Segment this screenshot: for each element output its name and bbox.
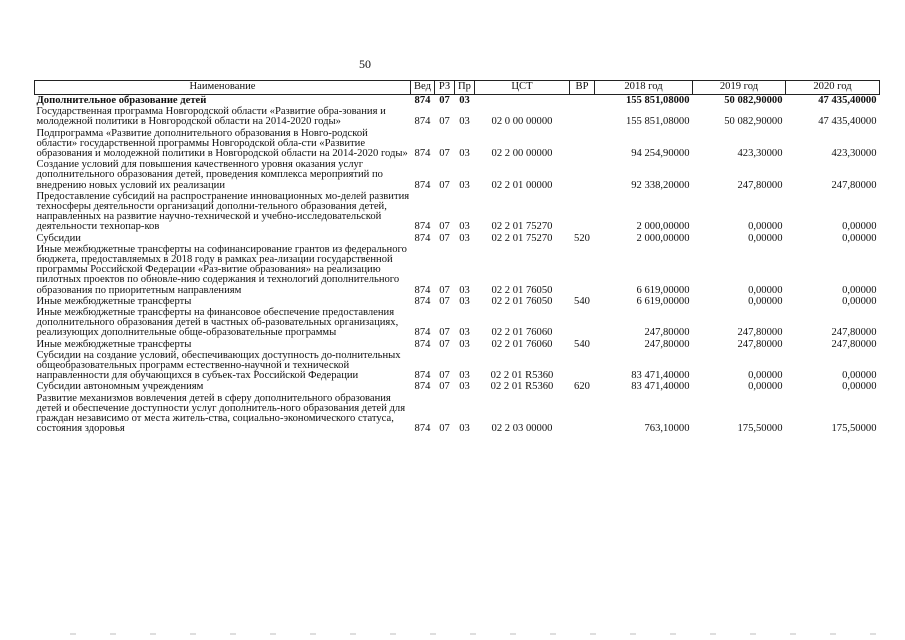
cell-y2020: 47 435,40000 (818, 95, 877, 106)
cell-rz: 07 (439, 381, 450, 393)
cell-name: Предоставление субсидий на распространение инновационных мо-делей развития техносферы деятельности организаций дополни-тельного образования детей, направленных на развитие научно-технической и учебно-исследовательской деятельности технопар-ков (36, 190, 410, 233)
page-number: 50 (359, 57, 371, 71)
cell-vr: 540 (574, 295, 590, 307)
cell-cst: 02 2 01 75270 (491, 221, 553, 233)
cell-y2020: 0,00000 (842, 284, 877, 296)
cell-y2020: 0,00000 (842, 295, 877, 307)
header-cst: ЦСТ (475, 81, 570, 95)
cell-y2019: 0,00000 (748, 370, 783, 382)
budget-table (34, 80, 880, 435)
table-row (35, 128, 880, 160)
cell-y2018: 247,80000 (644, 327, 690, 339)
header-rz: РЗ (435, 81, 455, 95)
cell-ved: 874 (414, 338, 431, 350)
cell-y2019: 247,80000 (737, 327, 783, 339)
cell-vr (570, 95, 595, 107)
cell-ved: 874 (414, 232, 431, 244)
cell-name: Иные межбюджетные трансферты (36, 295, 192, 307)
cell-cst: 02 2 01 00000 (491, 179, 553, 191)
cell-rz: 07 (439, 295, 450, 307)
header-name: Наименование (35, 81, 411, 95)
cell-rz: 07 (439, 148, 450, 160)
table-row (35, 307, 880, 339)
cell-pr: 03 (459, 381, 470, 393)
cell-y2018: 763,10000 (644, 423, 690, 435)
table-row (35, 350, 880, 382)
cell-y2019: 247,80000 (737, 338, 783, 350)
cell-name: Субсидии на создание условий, обеспечивающих доступность до-полнительных общеобразовательных программ естественно-научной и технической направленности для обучающихся в субъек-тах Российской Федерации (36, 349, 401, 382)
cell-name: Иные межбюджетные трансферты (36, 338, 192, 350)
cell-vr (570, 106, 595, 127)
cell-rz: 07 (439, 338, 450, 350)
table-row (35, 95, 880, 107)
cell-y2018: 83 471,40000 (631, 370, 690, 382)
cell-name: Развитие механизмов вовлечения детей в сферу дополнительного образования детей и обеспечение доступности услуг дополнитель-ного образования детей для граждан независимо от места житель-ства, социально-экономического статуса, состояния здоровья (36, 392, 406, 435)
cell-vr (570, 307, 595, 339)
cell-y2020: 0,00000 (842, 221, 877, 233)
cell-y2019: 0,00000 (748, 221, 783, 233)
cell-cst: 02 2 01 R5360 (490, 381, 554, 393)
cell-y2020: 0,00000 (842, 232, 877, 244)
header-pr: Пр (455, 81, 475, 95)
cell-pr: 03 (459, 295, 470, 307)
cell-cst: 02 0 00 00000 (491, 116, 553, 128)
cell-vr (570, 244, 595, 296)
cell-vr: 520 (574, 232, 590, 244)
cell-ved: 874 (414, 148, 431, 160)
cell-rz: 07 (439, 116, 450, 128)
cell-cst: 02 2 03 00000 (491, 423, 553, 435)
cell-pr: 03 (459, 116, 470, 128)
header-vr: ВР (570, 81, 595, 95)
table-header (35, 81, 880, 95)
cell-name: Дополнительное образование детей (36, 95, 207, 106)
cell-y2020: 247,80000 (831, 327, 877, 339)
table-row (35, 244, 880, 296)
cell-y2018: 94 254,90000 (631, 148, 690, 160)
cell-ved: 874 (414, 116, 431, 128)
cell-y2019: 50 082,90000 (724, 95, 783, 106)
cell-pr: 03 (459, 232, 470, 244)
cell-pr: 03 (459, 284, 470, 296)
cell-pr: 03 (459, 423, 470, 435)
cell-rz: 07 (439, 221, 450, 233)
header-2019: 2019 год (693, 81, 786, 95)
table-row (35, 339, 880, 350)
cell-y2018: 2 000,00000 (636, 232, 690, 244)
cell-pr: 03 (459, 148, 470, 160)
cell-ved: 874 (414, 284, 431, 296)
cell-ved: 874 (414, 95, 431, 106)
cell-rz: 07 (439, 284, 450, 296)
cell-name: Субсидии (36, 232, 81, 244)
cell-rz: 07 (439, 370, 450, 382)
cell-pr: 03 (459, 338, 470, 350)
cell-y2018: 2 000,00000 (636, 221, 690, 233)
cell-y2018: 247,80000 (644, 338, 690, 350)
header-2018: 2018 год (595, 81, 693, 95)
cell-name: Субсидии автономным учреждениям (36, 381, 204, 393)
cell-ved: 874 (414, 221, 431, 233)
cell-name: Иные межбюджетные трансферты на финансовое обеспечение предоставления дополнительного образования детей в частных об-разовательных организациях, реализующих дополнительные обще-образовательные программы (36, 307, 399, 339)
cell-y2019: 50 082,90000 (724, 116, 783, 128)
cell-pr: 03 (459, 179, 470, 191)
cell-y2018: 155 851,08000 (625, 116, 690, 128)
cell-pr: 03 (459, 370, 470, 382)
scan-artifact-line (70, 633, 880, 635)
cell-vr: 620 (574, 381, 590, 393)
cell-name: Подпрограмма «Развитие дополнительного образования в Новго-родской области» государственной программы Новгородской обла-сти «Развитие образования и молодежной политики в Новгородской области на 2014-2020 годы» (36, 127, 408, 160)
header-ved: Вед (411, 81, 435, 95)
cell-vr (570, 393, 595, 435)
cell-ved: 874 (414, 370, 431, 382)
cell-cst: 02 2 01 75270 (491, 232, 553, 244)
table-row (35, 106, 880, 127)
cell-y2019: 423,30000 (737, 148, 783, 160)
cell-cst: 02 2 01 76050 (491, 295, 553, 307)
cell-ved: 874 (414, 423, 431, 435)
cell-y2019: 247,80000 (737, 179, 783, 191)
cell-ved: 874 (414, 295, 431, 307)
cell-pr: 03 (459, 221, 470, 233)
table-row (35, 159, 880, 191)
cell-name: Государственная программа Новгородской области «Развитие обра-зования и молодежной политики в Новгородской области на 2014-2020 годы» (36, 106, 386, 128)
table-row (35, 233, 880, 244)
cell-y2020: 0,00000 (842, 370, 877, 382)
cell-rz: 07 (439, 95, 450, 106)
cell-rz: 07 (439, 327, 450, 339)
cell-y2018: 155 851,08000 (625, 95, 690, 106)
cell-pr: 03 (459, 95, 470, 106)
cell-rz: 07 (439, 179, 450, 191)
cell-cst: 02 2 01 76060 (491, 327, 553, 339)
cell-y2020: 247,80000 (831, 338, 877, 350)
cell-cst: 02 2 01 76060 (491, 338, 553, 350)
table-row (35, 381, 880, 392)
cell-cst: 02 2 01 76050 (491, 284, 553, 296)
cell-y2019: 0,00000 (748, 381, 783, 393)
budget-table-container (34, 80, 879, 435)
table-row (35, 296, 880, 307)
cell-name: Создание условий для повышения качественного уровня оказания услуг дополнительного образования детей, проведения комплекса мероприятий по внедрению новых условий их реализации (36, 159, 383, 191)
cell-name: Иные межбюджетные трансферты на софинансирование грантов из федерального бюджета, предоставляемых в 2018 году в рамках реа-лизации государственной программы Российской Федерации «Раз-витие образования» на реализацию пилотных проектов по обновле-нию содержания и технологий дополнительного образования по приоритетным направлениям (36, 243, 407, 296)
cell-y2019: 175,50000 (737, 423, 783, 435)
cell-ved: 874 (414, 381, 431, 393)
cell-y2020: 175,50000 (831, 423, 877, 435)
table-row (35, 393, 880, 435)
cell-y2020: 0,00000 (842, 381, 877, 393)
cell-y2019: 0,00000 (748, 232, 783, 244)
cell-vr (570, 159, 595, 191)
cell-ved: 874 (414, 327, 431, 339)
cell-rz: 07 (439, 423, 450, 435)
header-2020: 2020 год (786, 81, 880, 95)
cell-y2019: 0,00000 (748, 284, 783, 296)
header-row (35, 81, 880, 95)
cell-vr (570, 350, 595, 382)
cell-vr: 540 (574, 338, 590, 350)
cell-y2018: 6 619,00000 (636, 284, 690, 296)
cell-y2018: 83 471,40000 (631, 381, 690, 393)
cell-y2020: 423,30000 (831, 148, 877, 160)
cell-cst (475, 95, 570, 107)
table-body (35, 95, 880, 435)
cell-y2020: 247,80000 (831, 179, 877, 191)
cell-cst: 02 2 01 R5360 (490, 370, 554, 382)
cell-y2020: 47 435,40000 (818, 116, 877, 128)
cell-y2018: 6 619,00000 (636, 295, 690, 307)
cell-vr (570, 128, 595, 160)
cell-pr: 03 (459, 327, 470, 339)
cell-vr (570, 191, 595, 233)
cell-y2019: 0,00000 (748, 295, 783, 307)
cell-ved: 874 (414, 179, 431, 191)
table-row (35, 191, 880, 233)
cell-cst: 02 2 00 00000 (491, 148, 553, 160)
cell-rz: 07 (439, 232, 450, 244)
cell-y2018: 92 338,20000 (631, 179, 690, 191)
